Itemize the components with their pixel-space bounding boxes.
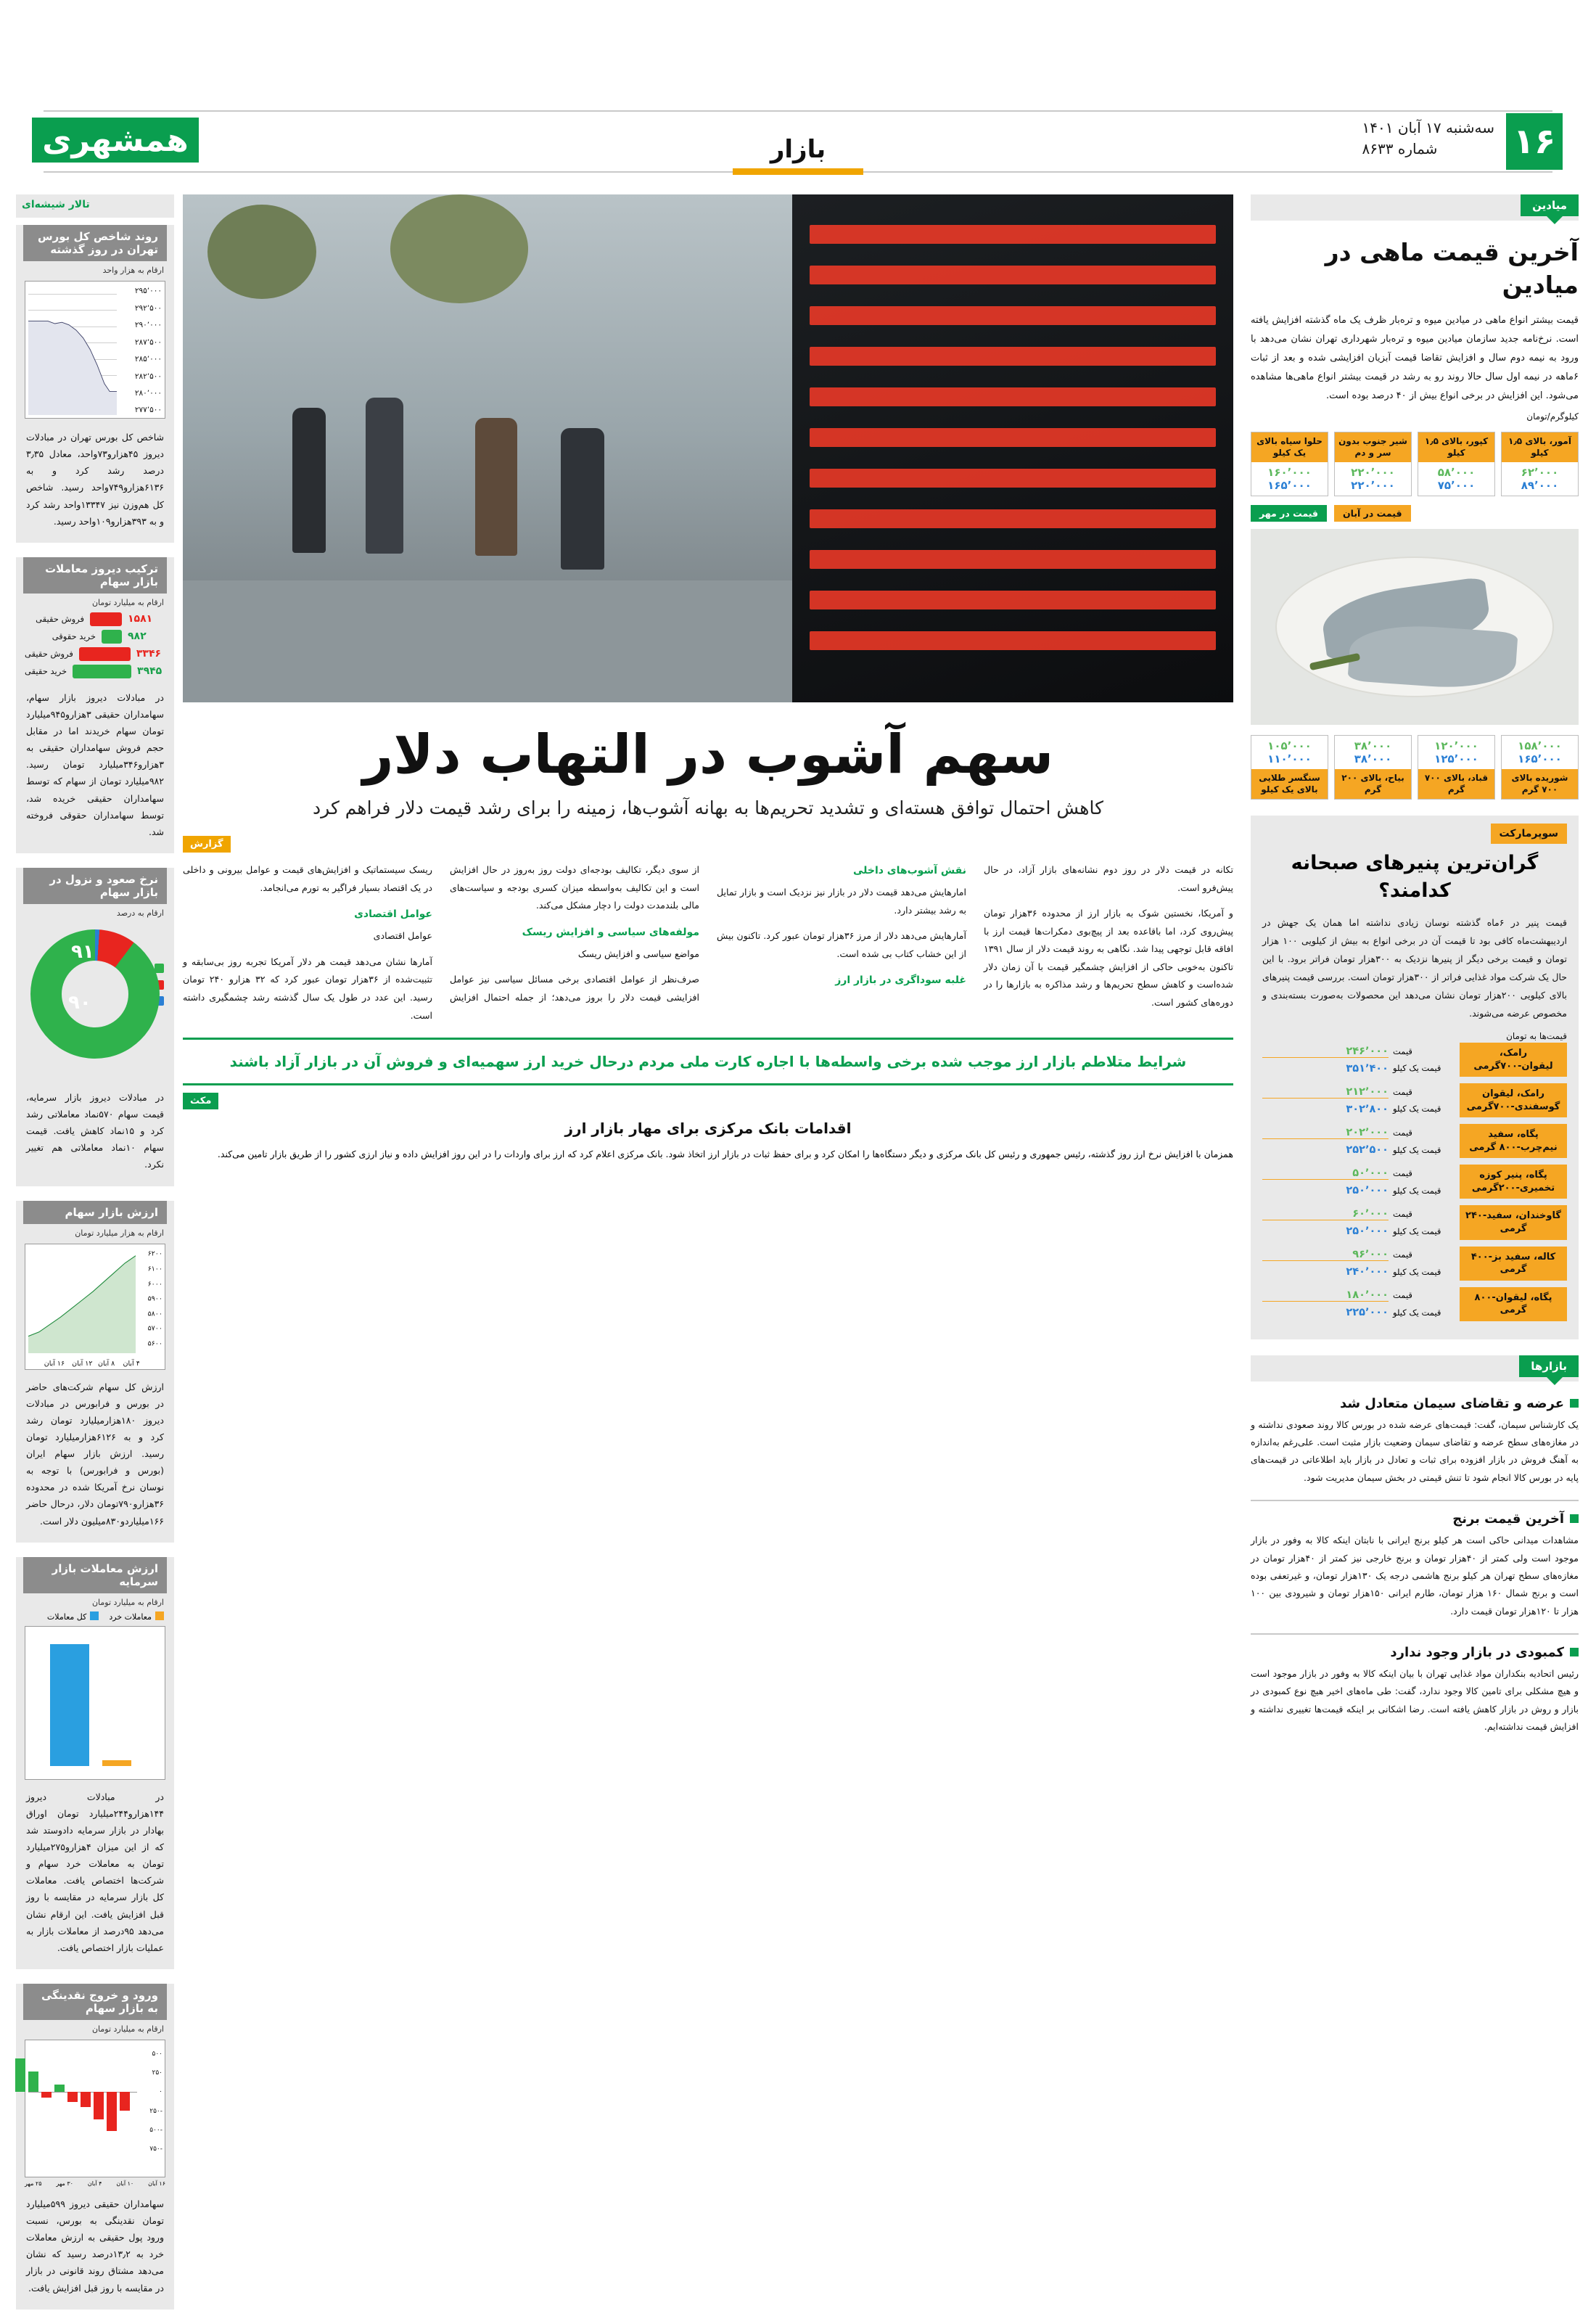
article-headline: سهم آشوب در التهاب دلار (362, 723, 1054, 786)
cheese-kilo-price: ۲۵۰٬۰۰۰ (1346, 1225, 1389, 1237)
cheese-item (1262, 1165, 1567, 1199)
flow-panel-caption: سهامداران حقیقی دیروز ۵۹۹میلیارد تومان نقدینگی به بورس، نسبت ورود پول حقیقی به ارزش معاملات خرد به ۱۳٫۲درصد رسید که نشان می‌دهد مشتاق روند قانونی در بازار در مقایسه با روز قبل افزایش یافت. (26, 2198, 164, 2294)
cheese-name: رامک، لیقوان گوسفندی-۷۰۰گرمی (1460, 1083, 1567, 1117)
cheese-price: ۹۶٬۰۰۰ (1262, 1249, 1389, 1261)
marketcap-panel (16, 1201, 174, 1543)
label-price: قیمت (1393, 1128, 1412, 1138)
cheese-labels (1389, 1247, 1460, 1281)
bar-row (25, 647, 165, 661)
flow-bar (41, 2092, 52, 2098)
issue-info (1362, 118, 1494, 160)
updown-panel-caption: در مبادلات دیروز بازار سرمایه، قیمت سهام ۵۷۰نماد معاملاتی رشد کرد و ۱۵نماد کاهش یافت. قیمت سهام ۱۰نماد معاملاتی هم تغییر نکرد. (26, 1091, 165, 1170)
fish-price-aban: ۷۵٬۰۰۰ (1437, 479, 1476, 493)
tab-miadin[interactable]: میادین (1521, 194, 1579, 216)
ytick: -۲۵۰ (149, 2107, 163, 2115)
fish-price-mehr: ۱۲۰٬۰۰۰ (1434, 739, 1478, 753)
cheese-kilo-price: ۳۰۲٬۸۰۰ (1346, 1103, 1389, 1115)
flow-bar (107, 2092, 117, 2131)
fish-section (1251, 194, 1579, 800)
article-paragraph: امارهایش می‌دهد قیمت دلار در بازار نیز نزدیک است و بازار تمایل به رشد بیشتر دارد. (717, 887, 966, 916)
ytick: ۶۱۰۰ (147, 1265, 163, 1273)
flow-panel (16, 1984, 174, 2309)
fish-price-mehr: ۳۸٬۰۰۰ (1354, 739, 1392, 753)
bar-row (25, 665, 165, 678)
cheese-kilo-price: ۳۵۱٬۴۰۰ (1346, 1062, 1389, 1075)
cheese-values (1262, 1165, 1389, 1199)
ytick: ۵۶۰۰ (147, 1339, 163, 1348)
bar-fill (79, 647, 131, 661)
fish-photo (1251, 529, 1579, 725)
fish-name: کپور، بالای ۱٫۵ کیلو (1418, 432, 1494, 462)
cheese-labels (1389, 1287, 1460, 1321)
ytick: ۶۲۰۰ (147, 1249, 163, 1258)
updown-panel-unit: ارقام به درصد (116, 908, 164, 918)
cheese-values (1262, 1124, 1389, 1158)
cheese-unit-label: قیمت‌ها به تومان (1506, 1031, 1567, 1042)
index-chart-ylabels (118, 282, 163, 418)
article-section-head: مولفه‌های سیاسی و افزایش ریسک (522, 926, 699, 938)
article-section-head: عوامل اقتصادی (354, 908, 432, 921)
fish-price-aban: ۲۲۰٬۰۰۰ (1351, 479, 1395, 493)
market-news-title: عرضه و تقاضای سیمان متعادل شد (1251, 1396, 1579, 1411)
cheese-name: گاوخندان، سفید-۲۴۰ گرمی (1460, 1205, 1567, 1239)
article-paragraph: و آمریکا، نخستین شوک به بازار ارز از محدوده ۳۶هزار تومان پیش‌روی کرد، اما باقاعده بعد از پیچ‌بوی دمکرات‌ها قیمت ارز با افاقه قابل توجهی پیدا شد. نگاهی به روند قیمت دلار از سال ۱۳۹۱ تاکنون به‌خوبی حاکی از افزایش چشمگیر قیمت با آن زمان دلار شده‌است و کاهش سطح تحریم‌ها و رشد مذاکره به بازارها را در دوره‌های کشور است. (984, 908, 1233, 1008)
trades-panel-unit: ارقام به میلیارد تومان (91, 597, 164, 607)
currency-board (792, 194, 1233, 702)
flow-bar (28, 2072, 38, 2092)
market-news-title: کمبودی در بازار وجود ندارد (1251, 1645, 1579, 1660)
cheese-values (1262, 1043, 1389, 1077)
bar-value: ۱۵۸۱ (128, 613, 153, 625)
xtick: ۱۰ آبان (116, 2180, 134, 2187)
cheese-labels (1389, 1083, 1460, 1117)
cheese-name: کاله، سفید بز-۴۰۰ گرمی (1460, 1247, 1567, 1281)
cheese-labels (1389, 1205, 1460, 1239)
mokas-title: اقدامات بانک مرکزی برای مهار بازار ارز (564, 1120, 852, 1138)
marketcap-area-chart (25, 1244, 165, 1370)
market-news-item (1251, 1511, 1579, 1620)
fish-price-mehr: ۵۸٬۰۰۰ (1437, 466, 1476, 480)
flow-bar (54, 2085, 65, 2092)
cheese-item (1262, 1083, 1567, 1117)
left-sidebar (16, 194, 174, 2324)
legend-item (109, 1611, 164, 1622)
mokas-body: همزمان با افزایش نرخ ارز روز گذشته، رئیس جمهوری و رئیس کل بانک مرکزی و دیگر دستگاه‌ها را امکان کرد و برای حفظ ثبات در بازار ارز اتخاذ شود. بانک مرکزی اعلام کرد که ارز برای واردات را در این روز افزایش داده و نیاز ارزی کشور را از طریق بازار تامین می‌کند. (217, 1149, 1233, 1160)
label-kilo: قیمت یک کیلو (1393, 1104, 1441, 1114)
bar-fill (73, 665, 131, 678)
marketcap-panel-caption: ارزش کل سهام شرکت‌های حاضر در بورس و فرابورس در مبادلات دیروز ۱۸۰هزارمیلیارد تومان رشد کرد و به ۶۱۲۶هزارمیلیارد تومان رسید. ارزش بازار سهام ایران (بورس و فرابورس) با توجه به نوسان نرخ آمریکا شده در محدوده ۳۶هزارو۷۹۰تومان دلار، درحال حاضر ۱۶۶میلیاردو۸۳۰میلیون دلار است. (26, 1381, 164, 1527)
trades-panel (16, 557, 174, 853)
fish-cell (1501, 735, 1579, 800)
donut-value-up: ۹۰ (68, 991, 91, 1014)
fish-name: آمور، بالای ۱٫۵ کیلو (1502, 432, 1578, 462)
bar-row (25, 630, 165, 644)
cheese-name: رامک، لیقوان-۷۰۰گرمی (1460, 1043, 1567, 1077)
fish-name: بیاح، بالای ۲۰۰ گرم (1335, 769, 1411, 799)
market-news-title: آخرین قیمت برنج (1251, 1511, 1579, 1527)
bar-label: خرید حقوقی (52, 631, 96, 642)
trades-panel-title: ترکیب دیروز معاملات بازار سهام (23, 557, 167, 594)
fish-price-aban: ۱۶۵٬۰۰۰ (1267, 479, 1312, 493)
cheese-panel (1251, 816, 1579, 1339)
markets-strip (1251, 1355, 1579, 1381)
article-paragraph: آمارها نشان می‌دهد قیمت هر دلار آمریکا تجربه روز بی‌سابقه و تثبیت‌شده از ۳۶هزار تومان عبور کرد که ۳۲ هزارو ۲۴۰ تومان رسید. این عدد در طول یک سال گذشته رشد چشمگیری داشته است. (183, 956, 432, 1021)
label-kilo: قیمت یک کیلو (1393, 1185, 1441, 1196)
fish-cell (1251, 735, 1328, 800)
cheese-kilo-price: ۲۵۰٬۰۰۰ (1346, 1184, 1389, 1196)
lead-photo (183, 194, 1233, 702)
legend-aban: قیمت در آبان (1334, 505, 1411, 522)
cheese-price: ۲۱۲٬۰۰۰ (1262, 1086, 1389, 1099)
fish-price-mehr: ۱۶۰٬۰۰۰ (1267, 466, 1312, 480)
newspaper-logo[interactable]: همشهری (32, 118, 199, 163)
legend-label: کل معاملات (46, 1611, 87, 1622)
flow-bar (94, 2092, 104, 2119)
fish-cell (1418, 735, 1495, 800)
label-kilo: قیمت یک کیلو (1393, 1266, 1441, 1277)
xtick: ۸ آبان (97, 1359, 115, 1368)
bar-small (102, 1760, 131, 1766)
fish-price-row-1 (1251, 432, 1579, 496)
street-scene (183, 194, 792, 702)
cheese-name: پگاه، سفید نیم‌چرب-۸۰۰ گرمی (1460, 1124, 1567, 1158)
bar-label: فروش حقیقی (25, 649, 73, 660)
section-title: بازار (770, 135, 826, 164)
ytick: ۲۹۵٬۰۰۰ (134, 287, 162, 296)
section-underline (733, 168, 863, 175)
bar-row (25, 612, 165, 626)
marketcap-panel-unit: ارقام به هزار میلیارد تومان (75, 1228, 164, 1238)
label-kilo: قیمت یک کیلو (1393, 1144, 1441, 1155)
legend-label: معاملات خرد (109, 1611, 152, 1622)
masthead (0, 0, 1596, 164)
fish-body: قیمت بیشتر انواع ماهی در میادین میوه و تره‌بار ظرف یک ماه گذشته افزایش یافته است. نرخ‌نامه جدید سازمان میادین میوه و تره‌بار شهرداری تهران نشان می‌دهد با ورود به نیمه دوم سال و افزایش تقاضا قیمت آبزیان افزایشی شده و بعد از ثبات ۶ماهه در نیمه اول سال حالا روند رو به رشد در قیمت بیشتر انواع ماهی‌ها مشاهده می‌شود. این افزایش در برخی انواع بیش از ۴۰ درصد بوده است. (1251, 315, 1579, 402)
fish-name: قباد، بالای ۷۰۰ گرم (1418, 769, 1494, 799)
market-news-body: مشاهدات میدانی حاکی است هر کیلو برنج ایرانی با نابتان اینکه کالا به وفور در بازار موجود است ولی کمتر از ۴۰هزار تومان و برنج خارجی نیز کمتر از ۴۰هزار تومان در مغازه‌های سطح تهران هر کیلو برنج هاشمی درجه یک ۱۳۰هزار تومان، و غیرتعفی بوده است و برنج شمال ۱۶۰ هزار تومان، طارم ایرانی ۱۵۰هزار تومان و شیرودی بین ۱۰۰ هزار تا ۱۲۰هزار تومان قیمت دارد. (1251, 1535, 1579, 1617)
article-paragraph: عوامل اقتصادی (373, 930, 432, 942)
ytick: ۰ (159, 2088, 163, 2096)
cheese-values (1262, 1287, 1389, 1321)
flow-bar (15, 2058, 25, 2092)
xtick: ۱۶ آبان (44, 1359, 65, 1368)
fish-cell (1418, 432, 1495, 496)
article-paragraph: آمارهایش می‌دهد دلار از مرز ۳۶هزار تومان عبور کرد. تاکنون بیش از این خشاب کتاب بی شده است. (717, 930, 966, 959)
cheese-kilo-price: ۲۵۲٬۵۰۰ (1346, 1143, 1389, 1156)
fish-price-aban: ۸۹٬۰۰۰ (1521, 479, 1559, 493)
fish-price-aban: ۱۱۰٬۰۰۰ (1267, 752, 1312, 766)
page-number-badge: ۱۶ (1506, 113, 1563, 170)
ytick: ۲۸۰٬۰۰۰ (134, 389, 162, 398)
ytick: ۵۸۰۰ (147, 1310, 163, 1318)
xtick: ۲۵ مهر (25, 2180, 42, 2187)
index-chart-plot (28, 284, 117, 415)
report-tag: گزارش (183, 836, 231, 853)
label-kilo: قیمت یک کیلو (1393, 1225, 1441, 1236)
ytick: ۶۰۰۰ (147, 1280, 163, 1289)
bar-label: خرید حقیقی (25, 666, 67, 677)
label-price: قیمت (1393, 1290, 1412, 1301)
index-chart-unit: ارقام به هزار واحد (102, 266, 164, 275)
ytick: ۵۰۰ (152, 2050, 163, 2058)
fish-cell (1334, 735, 1412, 800)
flow-bar (120, 2092, 130, 2111)
article-subhead: کاهش احتمال توافق هسته‌ای و تشدید تحریم‌ها به بهانه آشوب‌ها، زمینه را برای رشد قیمت دلار فراهم کرد (313, 797, 1103, 818)
right-sidebar (1251, 194, 1579, 1749)
label-price: قیمت (1393, 1086, 1412, 1097)
fish-unit-label: کیلوگرم/تومان (1526, 411, 1579, 422)
miadin-strip (1251, 194, 1579, 221)
cheese-price: ۱۸۰٬۰۰۰ (1262, 1289, 1389, 1302)
cheese-item (1262, 1205, 1567, 1239)
bar-fill (102, 630, 122, 644)
cheese-price: ۲۴۶٬۰۰۰ (1262, 1046, 1389, 1058)
market-news-item (1251, 1645, 1579, 1736)
flow-bar-chart (25, 2040, 165, 2177)
index-chart-title: روند شاخص کل بورس تهران در روز گذشته (23, 225, 167, 261)
xtick: ۱۶ آبان (148, 2180, 165, 2187)
cheese-values (1262, 1247, 1389, 1281)
masthead-rule-top (44, 110, 1552, 112)
donut-chart (30, 929, 160, 1059)
ytick: ۲۸۷٬۵۰۰ (134, 337, 162, 347)
article-paragraph: تکانه در قیمت دلار در روز دوم نشانه‌های بازار آزاد، در حال پیش‌فرو است. (984, 864, 1233, 893)
ytick: ۲۹۲٬۵۰۰ (134, 303, 162, 313)
fish-price-row-2 (1251, 735, 1579, 800)
left-tab-strip (16, 194, 174, 218)
ytick: ۲۸۵٬۰۰۰ (134, 355, 162, 364)
cheese-name: پگاه، لیقوان-۸۰۰ گرمی (1460, 1287, 1567, 1321)
market-news-item (1251, 1396, 1579, 1487)
legend-mehr: قیمت در مهر (1251, 505, 1327, 522)
capital-panel-unit: ارقام به میلیارد تومان (91, 1597, 164, 1607)
bar-value: ۹۸۲ (128, 631, 147, 643)
fish-price-mehr: ۶۲٬۰۰۰ (1521, 466, 1559, 480)
fish-price-aban: ۱۶۵٬۰۰۰ (1518, 752, 1562, 766)
xtick: ۴ آبان (87, 2180, 102, 2187)
bar-fill (90, 612, 122, 626)
capital-panel-title: ارزش معاملات بازار سرمایه (23, 1557, 167, 1593)
bar-value: ۳۳۴۶ (136, 648, 162, 660)
xtick: ۱۲ آبان (72, 1359, 93, 1368)
cheese-item (1262, 1287, 1567, 1321)
fish-title: آخرین قیمت ماهی در میادین (1325, 238, 1579, 299)
marketcap-panel-title: ارزش بازار سهام (23, 1201, 167, 1224)
issue-number: شماره ۸۶۳۳ (1362, 140, 1438, 157)
article-paragraph: از سوی دیگر، تکالیف بودجه‌ای دولت روز به‌روز در حال افزایش است و این تکالیف به‌واسطه میزان کسری بودجه و سیاست‌های مالی بلندمدت دولت را دچار مشکل می‌کند. (450, 864, 699, 911)
updown-panel-title: نرخ صعود و نزول در بازار سهام (23, 868, 167, 904)
article-section-head: نقش آشوب‌های داخلی (852, 865, 966, 876)
index-chart-caption: شاخص کل بورس تهران در مبادلات دیروز ۴۵هزارو۷۳واحد، معادل ۳٫۳۵ درصد رشد کرد و به ۶۱۳۶هزارو۷۴۹واحد رسید. شاخص کل هم‌وزن نیز ۱۳۳۴۷واحد رشد کرد و به ۳۹۳هزارو۱۰۹واحد رسید. (26, 432, 164, 527)
cheese-item (1262, 1043, 1567, 1077)
tab-supermarket[interactable]: سوپرمارکت (1491, 824, 1567, 844)
mokas-tag: مکث (183, 1093, 218, 1109)
bar-large (50, 1644, 89, 1766)
capital-panel (16, 1557, 174, 1969)
capital-panel-caption: در مبادلات دیروز ۱۴۴هزارو۲۴۴میلیارد تومان اوراق بهادار در بازار سرمایه دادوستد شد که از این میزان ۴هزارو۲۷۵میلیارد تومان به معاملات خرد سهام و شرکت‌ها اختصاص یافت. معاملات کل بازار سرمایه در مقایسه با روز قبل افزایش یافت. این ارقام نشان می‌دهد ۹۵درصد از معاملات بازار به عملیات بازار اختصاص یافت. (26, 1791, 164, 1953)
bar-value: ۳۹۴۵ (137, 665, 163, 678)
cheese-item (1262, 1247, 1567, 1281)
capital-bar-chart (25, 1626, 165, 1780)
ytick: ۲۷۷٬۵۰۰ (134, 405, 162, 414)
fish-cell (1501, 432, 1579, 496)
marketcap-plot (28, 1247, 136, 1353)
label-kilo: قیمت یک کیلو (1393, 1063, 1441, 1074)
fish-name: حلوا سیاه بالای یک کیلو (1251, 432, 1328, 462)
markets-section (1251, 1355, 1579, 1736)
ytick: -۷۵۰ (149, 2146, 163, 2153)
flow-panel-title: ورود و خروج نقدینگی به بازار سهام (23, 1984, 167, 2020)
market-news-body: رئیس اتحادیه بنکداران مواد غذایی تهران با بیان اینکه کالا به وفور در بازار موجود است و هیچ مشکلی برای تامین کالا وجود ندارد، گفت: طی ماه‌های اخیر هیچ نوع کمبودی در بازار و روش در بازار کاهش یافته است. رضا اشکانی بر اینکه قیمت‌ها تغییری نداشته و افزایش قیمت نداشته‌ایم. (1251, 1668, 1579, 1733)
mokas-box (183, 1083, 1233, 1163)
updown-panel (16, 868, 174, 1186)
article-body (183, 861, 1233, 1025)
legend-item (47, 1611, 99, 1622)
ytick: ۵۷۰۰ (147, 1324, 163, 1333)
index-line-chart (25, 281, 165, 419)
fish-price-mehr: ۱۵۸٬۰۰۰ (1518, 739, 1562, 753)
fish-price-aban: ۱۲۵٬۰۰۰ (1434, 752, 1478, 766)
markets-divider (1251, 1500, 1579, 1501)
ytick: -۵۰۰ (149, 2126, 163, 2134)
label-price: قیمت (1393, 1249, 1412, 1260)
issue-date: سه‌شنبه ۱۷ آبان ۱۴۰۱ (1362, 119, 1494, 136)
label-price: قیمت (1393, 1046, 1412, 1056)
cheese-kilo-price: ۲۴۰٬۰۰۰ (1346, 1266, 1389, 1278)
fish-price-mehr: ۱۰۵٬۰۰۰ (1267, 739, 1312, 753)
cheese-title: گران‌ترین پنیرهای صبحانه کدامند؟ (1291, 852, 1539, 903)
side-callout-box (183, 1038, 1233, 1072)
main-article (183, 194, 1233, 1164)
ytick: ۵۹۰۰ (147, 1294, 163, 1303)
article-paragraph: مواضع سیاسی و افزایش ریسک (577, 948, 699, 959)
tab-markets[interactable]: بازارها (1519, 1355, 1579, 1377)
fish-name: شوریده بالای ۷۰۰ گرم (1502, 769, 1578, 799)
ytick: ۲۹۰٬۰۰۰ (134, 321, 162, 330)
fish-cell (1334, 432, 1412, 496)
cheese-item (1262, 1124, 1567, 1158)
side-callout-title: شرایط متلاطم بازار ارز موجب شده برخی واسطه‌ها با اجاره کارت ملی مردم درحال خرید ارز سهمیه‌ای و فروش آن در بازار آزاد باشند (229, 1053, 1187, 1071)
fish-price-aban: ۳۸٬۰۰۰ (1354, 752, 1392, 766)
donut-value-down: ۹۱ (71, 940, 94, 963)
market-news-body: یک کارشناس سیمان، گفت: قیمت‌های عرضه شده در بورس کالا روند صعودی نداشته و در مغازه‌های سطح عرضه و تقاضای سیمان وضعیت بازار مثبت است. علی‌رغم به‌اندازه به آهنگ فروش در بازار افزوده برای ثبات و تعادل در بازار باید اطلاعاتی در قیمت‌های پایه در بورس کالا انجام شود تا تنش قیمتی در بخش سیمان مدیریت شود. (1251, 1418, 1579, 1483)
flow-panel-unit: ارقام به میلیارد تومان (91, 2024, 164, 2034)
donut-ring (30, 929, 160, 1059)
fish-price-mehr: ۲۲۰٬۰۰۰ (1351, 466, 1395, 480)
markets-divider (1251, 1633, 1579, 1635)
xtick: ۳۰ مهر (56, 2180, 73, 2187)
article-paragraph: صرف‌نظر از عوامل اقتصادی برخی مسائل سیاسی نیز عوامل افزایشی قیمت دلار را بروز می‌دهد؛ از جمله احتمال افزایش ریسک سیستماتیک و افزایش‌های قیمت و عوامل بیرونی و داخلی در یک اقتصاد بسیار فراگیر به تورم می‌انجامد. (183, 864, 699, 1003)
fish-name: شیر جنوب بدون سر و دم (1335, 432, 1411, 462)
cheese-values (1262, 1083, 1389, 1117)
article-section-head: غلبه سوداگری در بازار ارز (835, 974, 966, 987)
cheese-name: پگاه، پنیر کوزه تخمیری-۲۰۰گرمی (1460, 1165, 1567, 1199)
cheese-labels (1389, 1165, 1460, 1199)
flow-bar (81, 2092, 91, 2107)
cheese-kilo-price: ۲۲۵٬۰۰۰ (1346, 1307, 1389, 1319)
ytick: ۲۸۲٬۵۰۰ (134, 371, 162, 381)
cheese-price: ۵۰٬۰۰۰ (1262, 1167, 1389, 1180)
cheese-labels (1389, 1043, 1460, 1077)
flow-bar (67, 2092, 78, 2102)
cheese-price: ۶۰٬۰۰۰ (1262, 1208, 1389, 1220)
index-chart-panel (16, 225, 174, 543)
capital-legend (16, 1609, 174, 1622)
cheese-body: قیمت پنیر در ۶ماه گذشته نوسان زیادی نداشته اما همان یک جهش در اردیبهشت‌ماه کافی بود تا قیمت آن در برخی انواع به بیش از کیلویی ۱۰۰ هزار تومان و قیمت برخی دیگر از پنیرها نزدیک به ۳۰۰هزار تومان فراتر برود. با این حال یک شرکت مواد غذایی فراتر از ۳۰۰هزار تومان است. بررسی قیمت پنیرهای بالای کیلویی ۲۰۰هزار تومان نشان می‌دهد این محصولات به‌صورت بسته‌بندی و مخصوص عرضه می‌شوند. (1262, 917, 1567, 1019)
cheese-values (1262, 1205, 1389, 1239)
label-price: قیمت (1393, 1168, 1412, 1179)
trades-panel-caption: در مبادلات دیروز بازار سهام، سهامداران حقیقی ۳هزارو۹۴۵میلیارد تومان سهام خریدند اما در مقابل حجم فروش سهامداران حقیقی به ۳هزارو۳۴۶میلیارد تومان رسید. ۹۸۲میلیارد تومان از سهام که توسط سهامداران حقیقی خریده شد، توسط سهامداران حقوقی فروخته شد. (26, 691, 164, 837)
donut-area (16, 929, 174, 1082)
label-kilo: قیمت یک کیلو (1393, 1307, 1441, 1318)
cheese-price: ۲۰۲٬۰۰۰ (1262, 1127, 1389, 1139)
fish-name: سنگسر طلایی بالای یک کیلو (1251, 769, 1328, 799)
ytick: ۲۵۰ (152, 2069, 163, 2077)
bar-label: فروش حقیقی (36, 614, 84, 625)
cheese-labels (1389, 1124, 1460, 1158)
xtick: ۴ آبان (123, 1359, 140, 1368)
left-tab-label: تالار شیشه‌ای (22, 199, 90, 210)
fish-cell (1251, 432, 1328, 496)
label-price: قیمت (1393, 1209, 1412, 1220)
